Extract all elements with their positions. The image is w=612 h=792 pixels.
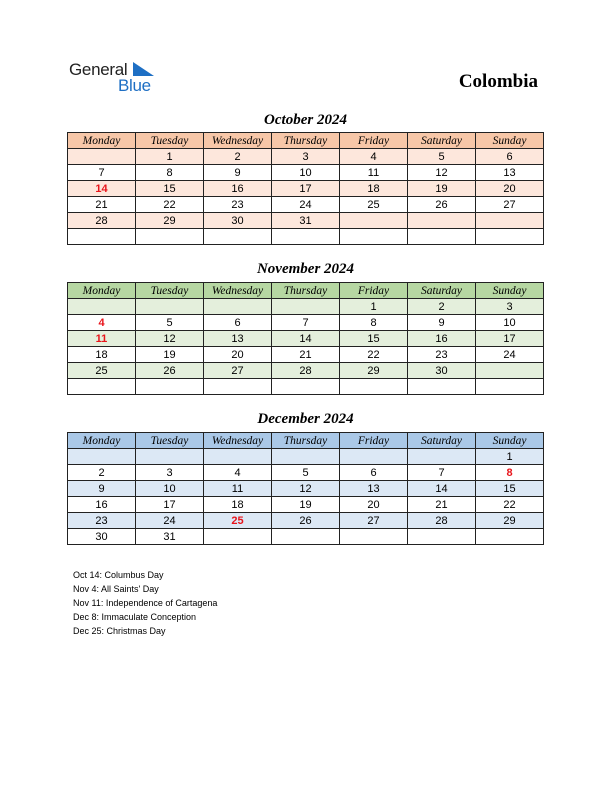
- holiday-note: Oct 14: Columbus Day: [73, 570, 164, 580]
- day-cell: 30: [68, 529, 136, 545]
- week-row: [68, 347, 544, 363]
- week-row: [68, 529, 544, 545]
- month-title-december: December 2024: [257, 411, 354, 427]
- day-cell: 4: [204, 465, 272, 481]
- calendar-december: [67, 432, 544, 545]
- day-cell: 5: [408, 149, 476, 165]
- day-cell: 27: [204, 363, 272, 379]
- day-cell: 31: [136, 529, 204, 545]
- day-cell: 25: [204, 513, 272, 529]
- weekday-header: Saturday: [408, 433, 476, 449]
- empty-day-cell: [408, 449, 476, 465]
- weekday-header: Wednesday: [204, 133, 272, 149]
- weekday-header: Monday: [68, 283, 136, 299]
- day-cell: 4: [68, 315, 136, 331]
- day-cell: 17: [272, 181, 340, 197]
- day-cell: 2: [68, 465, 136, 481]
- day-cell: 16: [408, 331, 476, 347]
- day-cell: 29: [476, 513, 544, 529]
- day-cell: 21: [68, 197, 136, 213]
- empty-day-cell: [340, 229, 408, 245]
- empty-day-cell: [272, 379, 340, 395]
- weekday-header: Tuesday: [136, 433, 204, 449]
- day-cell: 18: [68, 347, 136, 363]
- week-row: [68, 315, 544, 331]
- weekday-header: Tuesday: [136, 133, 204, 149]
- day-cell: 17: [476, 331, 544, 347]
- day-cell: 9: [408, 315, 476, 331]
- week-row: [68, 299, 544, 315]
- day-cell: 23: [408, 347, 476, 363]
- empty-day-cell: [136, 299, 204, 315]
- day-cell: 19: [408, 181, 476, 197]
- day-cell: 3: [272, 149, 340, 165]
- day-cell: 28: [408, 513, 476, 529]
- day-cell: 30: [204, 213, 272, 229]
- logo-text-blue: Blue: [118, 76, 151, 95]
- weekday-header-row: [68, 133, 544, 149]
- day-cell: 8: [340, 315, 408, 331]
- day-cell: 8: [136, 165, 204, 181]
- weekday-header-row: [68, 283, 544, 299]
- weekday-header: Sunday: [476, 133, 544, 149]
- day-cell: 6: [476, 149, 544, 165]
- day-cell: 1: [136, 149, 204, 165]
- day-cell: 13: [340, 481, 408, 497]
- day-cell: 22: [476, 497, 544, 513]
- day-cell: 26: [272, 513, 340, 529]
- day-cell: 6: [340, 465, 408, 481]
- weekday-header: Wednesday: [204, 433, 272, 449]
- day-cell: 23: [68, 513, 136, 529]
- day-cell: 5: [272, 465, 340, 481]
- day-cell: 14: [408, 481, 476, 497]
- day-cell: 7: [408, 465, 476, 481]
- empty-day-cell: [272, 529, 340, 545]
- weekday-header: Friday: [340, 283, 408, 299]
- empty-day-cell: [272, 299, 340, 315]
- day-cell: 11: [340, 165, 408, 181]
- day-cell: 1: [476, 449, 544, 465]
- day-cell: 24: [272, 197, 340, 213]
- day-cell: 9: [204, 165, 272, 181]
- empty-day-cell: [136, 449, 204, 465]
- day-cell: 20: [476, 181, 544, 197]
- empty-day-cell: [476, 379, 544, 395]
- weekday-header: Tuesday: [136, 283, 204, 299]
- week-row: [68, 363, 544, 379]
- weekday-header: Monday: [68, 133, 136, 149]
- day-cell: 13: [476, 165, 544, 181]
- day-cell: 29: [340, 363, 408, 379]
- weekday-header: Sunday: [476, 433, 544, 449]
- empty-day-cell: [476, 213, 544, 229]
- day-cell: 11: [68, 331, 136, 347]
- holiday-note: Nov 4: All Saints' Day: [73, 584, 159, 594]
- day-cell: 14: [272, 331, 340, 347]
- day-cell: 11: [204, 481, 272, 497]
- day-cell: 24: [136, 513, 204, 529]
- week-row: [68, 449, 544, 465]
- calendar-october: [67, 132, 544, 245]
- day-cell: 21: [272, 347, 340, 363]
- week-row: [68, 481, 544, 497]
- logo-triangle-icon: [133, 62, 154, 76]
- day-cell: 15: [340, 331, 408, 347]
- weekday-header: Thursday: [272, 133, 340, 149]
- brand-logo: [69, 60, 169, 96]
- empty-day-cell: [204, 529, 272, 545]
- empty-day-cell: [476, 529, 544, 545]
- day-cell: 23: [204, 197, 272, 213]
- empty-day-cell: [340, 213, 408, 229]
- day-cell: 10: [136, 481, 204, 497]
- weekday-header: Friday: [340, 133, 408, 149]
- week-row: [68, 213, 544, 229]
- logo-text-general: General: [69, 60, 128, 79]
- day-cell: 8: [476, 465, 544, 481]
- week-row: [68, 165, 544, 181]
- day-cell: 15: [476, 481, 544, 497]
- empty-day-cell: [68, 149, 136, 165]
- day-cell: 21: [408, 497, 476, 513]
- holiday-note: Nov 11: Independence of Cartagena: [73, 598, 218, 608]
- empty-day-cell: [272, 449, 340, 465]
- empty-day-cell: [204, 379, 272, 395]
- day-cell: 15: [136, 181, 204, 197]
- day-cell: 24: [476, 347, 544, 363]
- empty-day-cell: [68, 379, 136, 395]
- week-row: [68, 497, 544, 513]
- weekday-header: Sunday: [476, 283, 544, 299]
- day-cell: 25: [340, 197, 408, 213]
- weekday-header: Saturday: [408, 133, 476, 149]
- day-cell: 5: [136, 315, 204, 331]
- empty-day-cell: [408, 213, 476, 229]
- day-cell: 12: [272, 481, 340, 497]
- day-cell: 18: [204, 497, 272, 513]
- empty-day-cell: [68, 299, 136, 315]
- calendar-november: [67, 282, 544, 395]
- day-cell: 3: [136, 465, 204, 481]
- day-cell: 1: [340, 299, 408, 315]
- empty-day-cell: [68, 229, 136, 245]
- day-cell: 20: [204, 347, 272, 363]
- empty-day-cell: [476, 229, 544, 245]
- day-cell: 26: [136, 363, 204, 379]
- day-cell: 28: [272, 363, 340, 379]
- empty-day-cell: [408, 379, 476, 395]
- weekday-header: Wednesday: [204, 283, 272, 299]
- empty-day-cell: [136, 229, 204, 245]
- week-row: [68, 181, 544, 197]
- day-cell: 10: [476, 315, 544, 331]
- week-row: [68, 331, 544, 347]
- day-cell: 22: [340, 347, 408, 363]
- day-cell: 2: [408, 299, 476, 315]
- day-cell: 13: [204, 331, 272, 347]
- day-cell: 4: [340, 149, 408, 165]
- day-cell: 12: [408, 165, 476, 181]
- day-cell: 22: [136, 197, 204, 213]
- empty-day-cell: [204, 299, 272, 315]
- week-row: [68, 229, 544, 245]
- day-cell: 3: [476, 299, 544, 315]
- day-cell: 17: [136, 497, 204, 513]
- day-cell: 26: [408, 197, 476, 213]
- day-cell: 30: [408, 363, 476, 379]
- day-cell: 19: [272, 497, 340, 513]
- week-row: [68, 513, 544, 529]
- empty-day-cell: [204, 229, 272, 245]
- day-cell: 12: [136, 331, 204, 347]
- day-cell: 7: [272, 315, 340, 331]
- holiday-note: Dec 8: Immaculate Conception: [73, 612, 197, 622]
- day-cell: 9: [68, 481, 136, 497]
- month-title-november: November 2024: [256, 261, 355, 277]
- empty-day-cell: [68, 449, 136, 465]
- week-row: [68, 379, 544, 395]
- day-cell: 27: [476, 197, 544, 213]
- week-row: [68, 197, 544, 213]
- empty-day-cell: [340, 379, 408, 395]
- day-cell: 29: [136, 213, 204, 229]
- weekday-header: Saturday: [408, 283, 476, 299]
- day-cell: 16: [204, 181, 272, 197]
- day-cell: 10: [272, 165, 340, 181]
- day-cell: 7: [68, 165, 136, 181]
- holiday-notes: [73, 568, 217, 638]
- empty-day-cell: [476, 363, 544, 379]
- weekday-header: Friday: [340, 433, 408, 449]
- weekday-header: Thursday: [272, 283, 340, 299]
- day-cell: 6: [204, 315, 272, 331]
- empty-day-cell: [408, 229, 476, 245]
- empty-day-cell: [340, 529, 408, 545]
- empty-day-cell: [136, 379, 204, 395]
- day-cell: 2: [204, 149, 272, 165]
- week-row: [68, 465, 544, 481]
- day-cell: 19: [136, 347, 204, 363]
- weekday-header-row: [68, 433, 544, 449]
- day-cell: 16: [68, 497, 136, 513]
- month-title-october: October 2024: [264, 112, 347, 128]
- empty-day-cell: [204, 449, 272, 465]
- day-cell: 28: [68, 213, 136, 229]
- empty-day-cell: [340, 449, 408, 465]
- country-title: Colombia: [458, 71, 538, 92]
- weekday-header: Thursday: [272, 433, 340, 449]
- weekday-header: Monday: [68, 433, 136, 449]
- day-cell: 27: [340, 513, 408, 529]
- day-cell: 25: [68, 363, 136, 379]
- day-cell: 20: [340, 497, 408, 513]
- holiday-note: Dec 25: Christmas Day: [73, 626, 166, 636]
- day-cell: 14: [68, 181, 136, 197]
- week-row: [68, 149, 544, 165]
- day-cell: 31: [272, 213, 340, 229]
- empty-day-cell: [272, 229, 340, 245]
- empty-day-cell: [408, 529, 476, 545]
- day-cell: 18: [340, 181, 408, 197]
